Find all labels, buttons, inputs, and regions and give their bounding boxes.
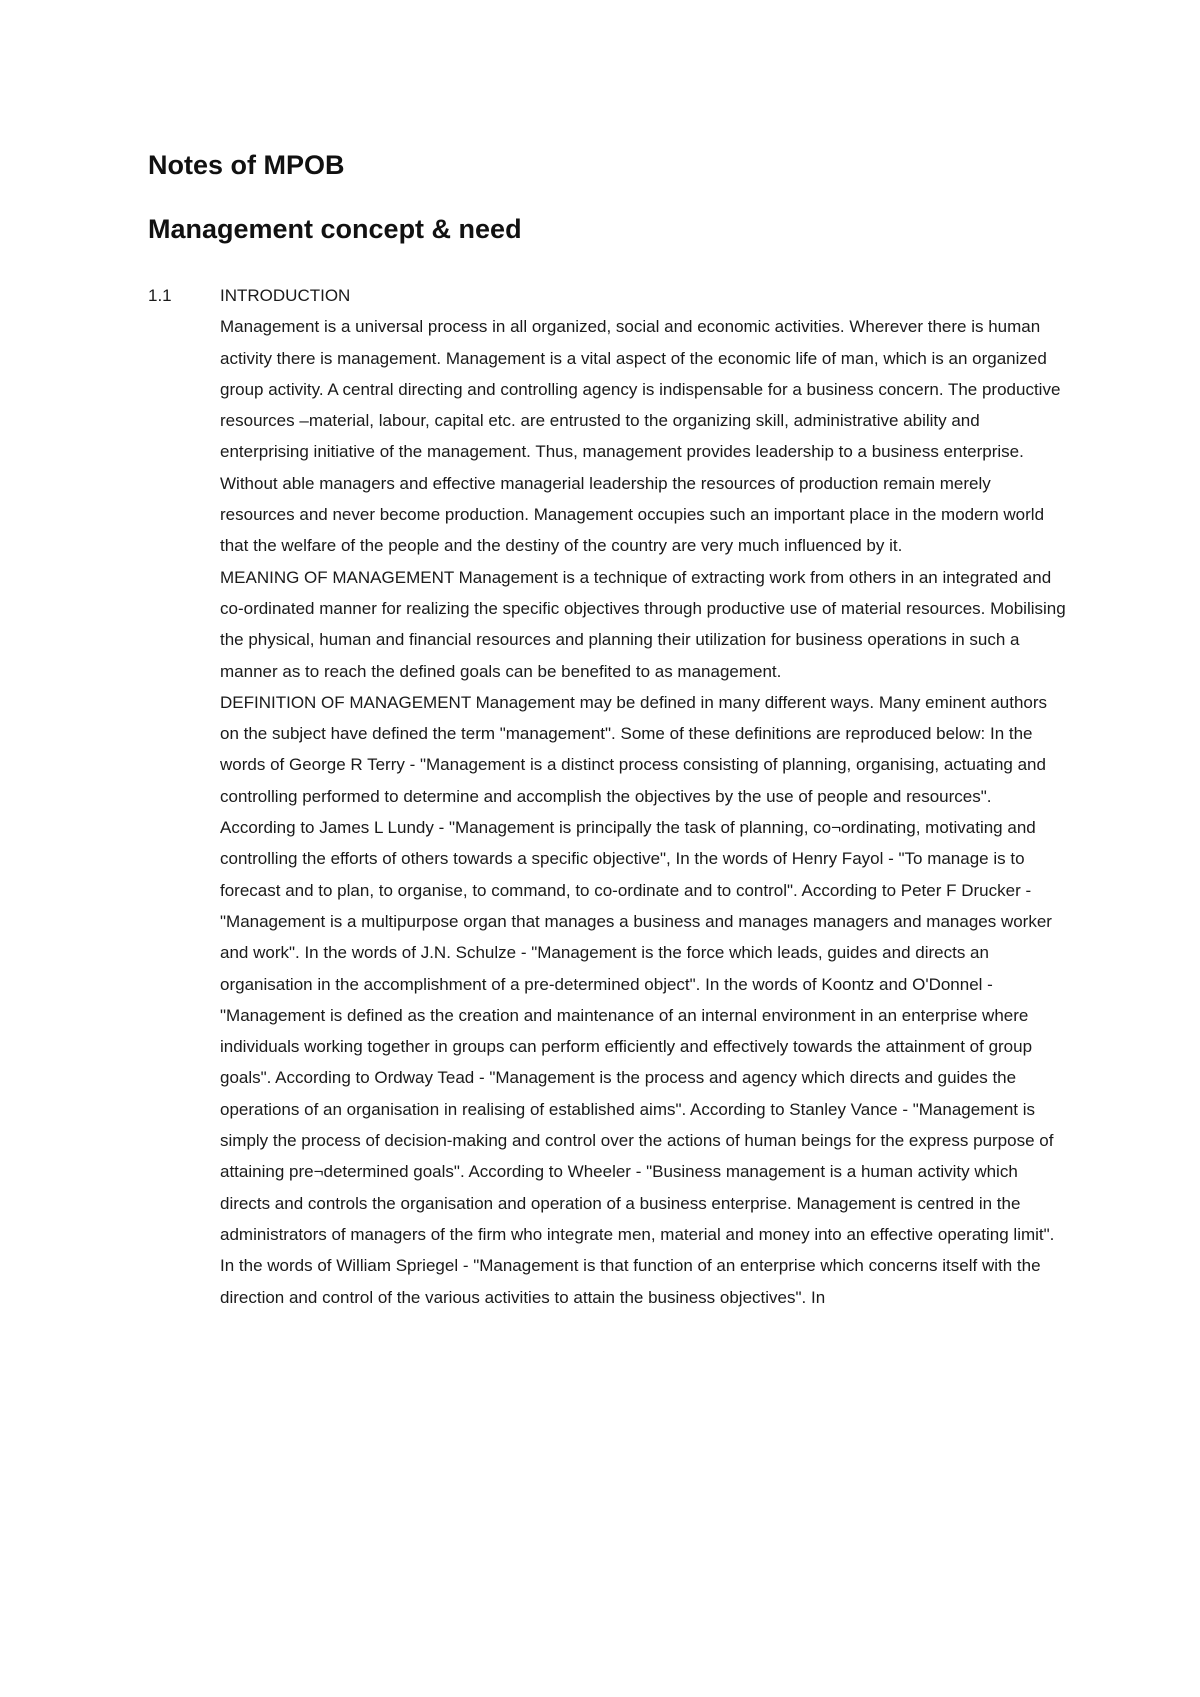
document-title: Notes of MPOB [148, 150, 345, 180]
section-introduction [148, 280, 1068, 1313]
section-number: 1.1 [148, 286, 172, 305]
section-body [220, 311, 1068, 1313]
paragraph-definition: DEFINITION OF MANAGEMENT Management may be defined in many different ways. Many eminent authors on the subject have defined the term "management". Some of these definitions are reproduced below: In the words of George R Terry - "Management is a distinct process consisting of planning, organising, actuating and controlling performed to determine and accomplish the objectives by the use of people and resources". According to James L Lundy - "Management is principally the task of planning, co¬ordinating, motivating and controlling the efforts of others towards a specific objective", In the words of Henry Fayol - "To manage is to forecast and to plan, to organise, to command, to co-ordinate and to control". According to Peter F Drucker - "Management is a multipurpose organ that manages a business and manages managers and manages worker and work". In the words of J.N. Schulze - "Management is the force which leads, guides and directs an organisation in the accomplishment of a pre-determined object". In the words of Koontz and O'Donnel - "Management is defined as the creation and maintenance of an internal environment in an enterprise where individuals working together in groups can perform efficiently and effectively towards the attainment of group goals". According to Ordway Tead - "Management is the process and agency which directs and guides the operations of an organisation in realising of established aims". According to Stanley Vance - "Management is simply the process of decision-making and control over the actions of human beings for the express purpose of attaining pre¬determined goals". According to Wheeler - "Business management is a human activity which directs and controls the organisation and operation of a business enterprise. Management is centred in the administrators of managers of the firm who integrate men, material and money into an effective operating limit". In the words of William Spriegel - "Management is that function of an enterprise which concerns itself with the direction and control of the various activities to attain the business objectives". In [220, 692, 1055, 1307]
paragraph-introduction: Management is a universal process in all organized, social and economic activities. Wherever there is human activity there is management. Management is a vital aspect of the economic life of man, which is an organized group activity. A central directing and controlling agency is indispensable for a business concern. The productive resources –material, labour, capital etc. are entrusted to the organizing skill, administrative ability and enterprising initiative of the management. Thus, management provides leadership to a business enterprise. Without able managers and effective managerial leadership the resources of production remain merely resources and never become production. Management occupies such an important place in the modern world that the welfare of the people and the destiny of the country are very much influenced by it. [220, 317, 1061, 556]
paragraph-meaning: MEANING OF MANAGEMENT Management is a technique of extracting work from others in an integrated and co-ordinated manner for realizing the specific objectives through productive use of material resources. Mobilising the physical, human and financial resources and planning their utilization for business operations in such a manner as to reach the defined goals can be benefited to as management. [220, 567, 1066, 681]
section-heading: INTRODUCTION [220, 286, 351, 305]
document-subtitle: Management concept & need [148, 214, 522, 244]
